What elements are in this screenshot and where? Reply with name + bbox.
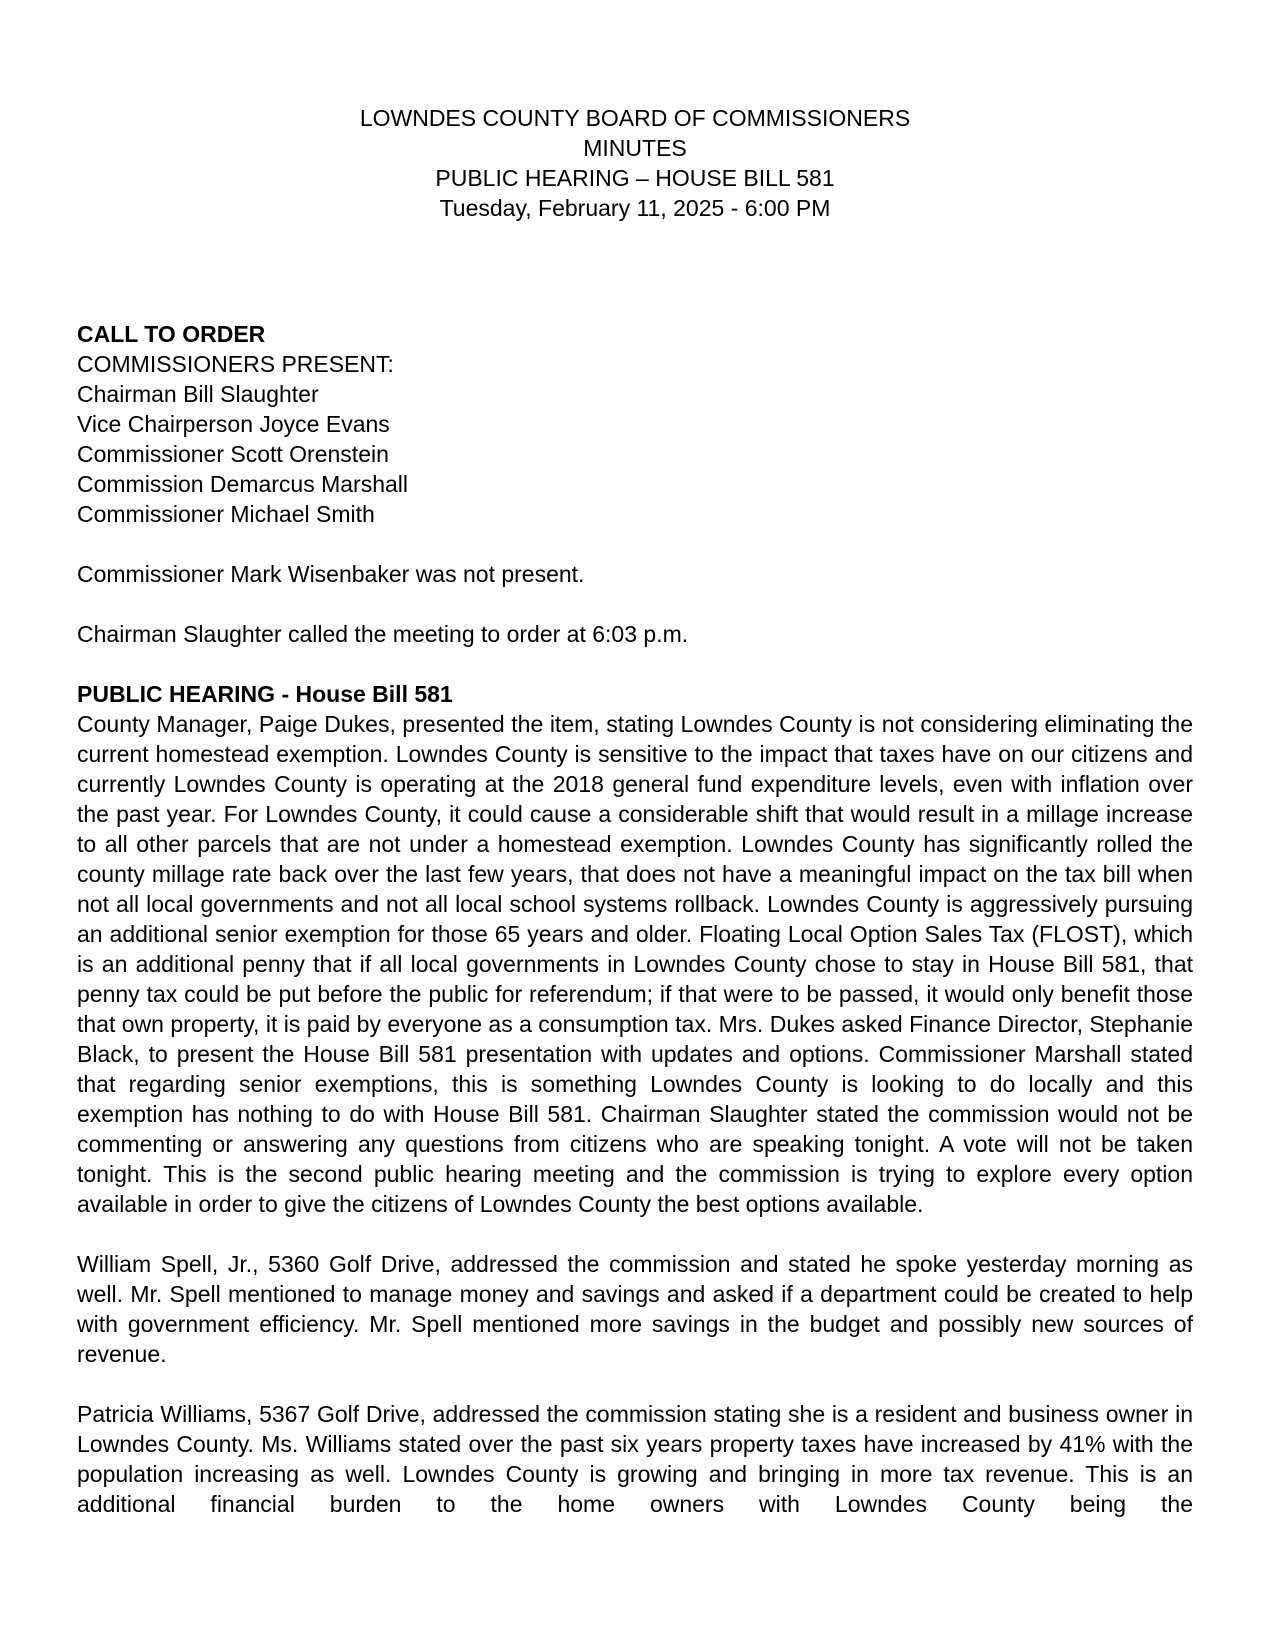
call-to-order-time-note: Chairman Slaughter called the meeting to order at 6:03 p.m. xyxy=(77,621,689,647)
document-title-line: LOWNDES COUNTY BOARD OF COMMISSIONERS xyxy=(359,105,911,131)
public-hearing-section xyxy=(77,679,1193,1519)
public-hearing-paragraphs xyxy=(77,709,1193,1519)
call-to-order-heading: CALL TO ORDER xyxy=(77,321,266,347)
commissioner-name: Commissioner Michael Smith xyxy=(77,501,375,527)
minutes-paragraph: County Manager, Paige Dukes, presented the item, stating Lowndes County is not considering eliminating the current homestead exemption. Lowndes County is sensitive to the impact that taxes have on our citizens and currently Lowndes County is operating at the 2018 general fund expenditure levels, even with inflation over the past year. For Lowndes County, it could cause a considerable shift that would result in a millage increase to all other parcels that are not under a homestead exemption. Lowndes County has significantly rolled the county millage rate back over the last few years, that does not have a meaningful impact on the tax bill when not all local governments and not all local school systems rollback. Lowndes County is aggressively pursuing an additional senior exemption for those 65 years and older. Floating Local Option Sales Tax (FLOST), which is an additional penny that if all local governments in Lowndes County chose to stay in House Bill 581, that penny tax could be put before the public for referendum; if that were to be passed, it would only benefit those that own property, it is paid by everyone as a consumption tax. Mrs. Dukes asked Finance Director, Stephanie Black, to present the House Bill 581 presentation with updates and options. Commissioner Marshall stated that regarding senior exemptions, this is something Lowndes County is looking to do locally and this exemption has nothing to do with House Bill 581. Chairman Slaughter stated the commission would not be commenting or answering any questions from citizens who are speaking tonight. A vote will not be taken tonight. This is the second public hearing meeting and the commission is trying to explore every option available in order to give the citizens of Lowndes County the best options available. xyxy=(77,711,1193,1217)
document-title-line: PUBLIC HEARING – HOUSE BILL 581 xyxy=(435,165,835,191)
absent-commissioner-note: Commissioner Mark Wisenbaker was not present. xyxy=(77,561,585,587)
commissioner-name: Commission Demarcus Marshall xyxy=(77,471,409,497)
commissioner-name: Commissioner Scott Orenstein xyxy=(77,441,389,467)
document-title-line: MINUTES xyxy=(583,135,687,161)
commissioners-present-label: COMMISSIONERS PRESENT: xyxy=(77,351,394,377)
commissioner-name: Chairman Bill Slaughter xyxy=(77,381,319,407)
commissioner-list xyxy=(77,379,1193,529)
document-title-block xyxy=(77,103,1193,223)
call-to-order-section xyxy=(77,319,1193,529)
minutes-paragraph: Patricia Williams, 5367 Golf Drive, addressed the commission stating she is a resident and business owner in Lowndes County. Ms. Williams stated over the past six years property taxes have increased by 41% with the population increasing as well. Lowndes County is growing and bringing in more tax revenue. This is an additional financial burden to the home owners with Lowndes County being the xyxy=(77,1401,1193,1517)
minutes-paragraph: William Spell, Jr., 5360 Golf Drive, addressed the commission and stated he spoke yesterday morning as well. Mr. Spell mentioned to manage money and savings and asked if a department could be created to help with government efficiency. Mr. Spell mentioned more savings in the budget and possibly new sources of revenue. xyxy=(77,1251,1193,1367)
document-title-line: Tuesday, February 11, 2025 - 6:00 PM xyxy=(439,195,831,221)
public-hearing-heading: PUBLIC HEARING - House Bill 581 xyxy=(77,681,453,707)
commissioner-name: Vice Chairperson Joyce Evans xyxy=(77,411,390,437)
